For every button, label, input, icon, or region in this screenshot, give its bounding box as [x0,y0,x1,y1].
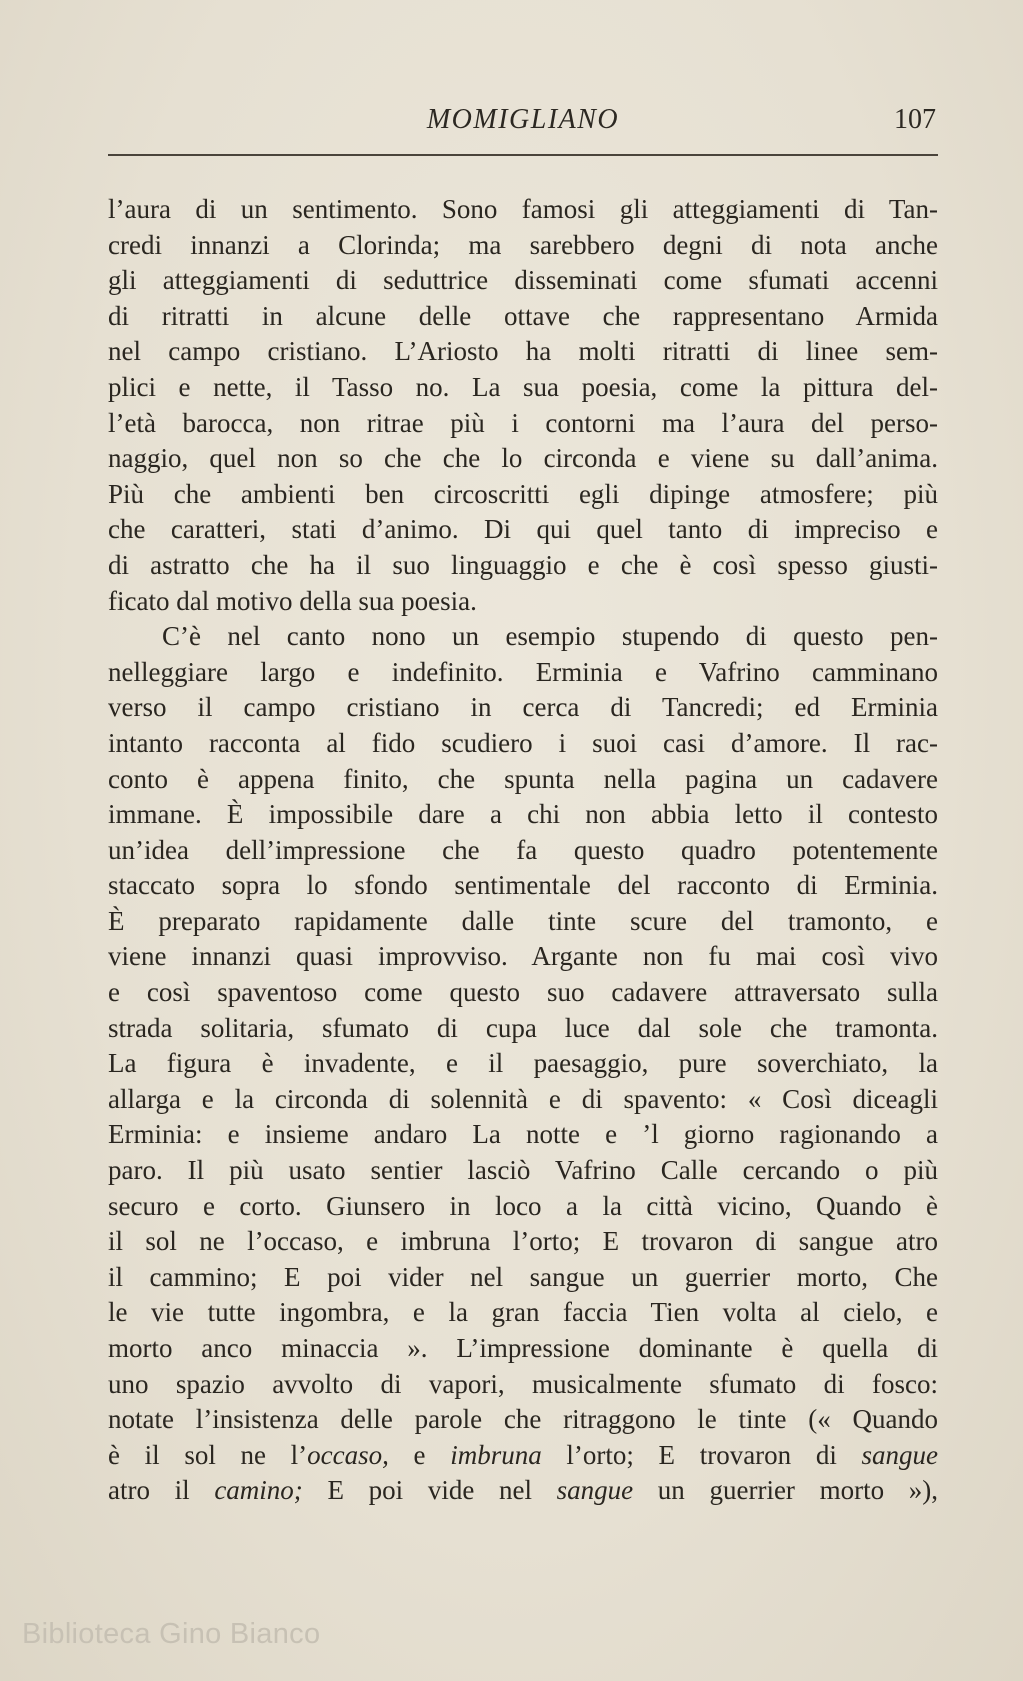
text-line: di astratto che ha il suo linguaggio e che è così spesso giusti- [108,549,938,580]
italic-word: imbruna [450,1439,542,1470]
italic-word: occaso, [307,1439,389,1470]
text-segment: E poi vide nel [302,1475,557,1506]
text-line: viene innanzi quasi improvviso. Argante non fu mai così vivo [108,941,938,972]
text-line: allarga e la circonda di solennità e di spavento: « Così diceagli [108,1083,938,1114]
text-line: intanto racconta al fido scudiero i suoi casi d’amore. Il rac- [108,727,938,758]
text-segment: è il sol ne l’ [108,1439,308,1470]
text-line: l’età barocca, non ritrae più i contorni ma l’aura del perso- [108,407,938,438]
text-segment: e [388,1439,451,1470]
text-segment: un guerrier morto »), [633,1475,938,1506]
text-line: verso il campo cristiano in cerca di Tancredi; ed Erminia [108,692,938,723]
text-segment: l’orto; E trovaron di [541,1439,862,1470]
text-line: un’idea dell’impressione che fa questo quadro potentemente [108,834,938,865]
running-head: MOMIGLIANO [426,104,620,135]
text-line: naggio, quel non so che che lo circonda e viene su dall’anima. [108,443,938,474]
text-line: C’è nel canto nono un esempio stupendo di questo pen- [162,621,938,652]
text-line: Erminia: e insieme andaro La notte e ’l giorno ragionando a [108,1119,938,1150]
text-line: e così spaventoso come questo suo cadavere attraversato sulla [108,977,938,1008]
header-rule [108,154,938,156]
text-line: plici e nette, il Tasso no. La sua poesia, come la pittura del- [108,371,938,402]
text-line: credi innanzi a Clorinda; ma sarebbero degni di nota anche [108,229,938,260]
text-line: le vie tutte ingombra, e la gran faccia Tien volta al cielo, e [108,1297,938,1328]
page-number: 107 [894,104,936,135]
text-line: l’aura di un sentimento. Sono famosi gli atteggiamenti di Tan- [108,194,938,224]
text-line: nelleggiare largo e indefinito. Erminia e Vafrino camminano [108,656,938,687]
text-line: di ritratti in alcune delle ottave che rappresentano Armida [108,300,938,331]
text-line: il cammino; E poi vider nel sangue un guerrier morto, Che [108,1261,938,1292]
text-line: La figura è invadente, e il paesaggio, pure soverchiato, la [108,1048,938,1079]
text-line: uno spazio avvolto di vapori, musicalmente sfumato di fosco: [108,1368,938,1399]
text-line: immane. È impossibile dare a chi non abbia letto il contesto [108,799,938,830]
italic-word: sangue [861,1439,938,1470]
text-segment: atro il [108,1475,215,1506]
page-header [108,104,938,148]
text-line: che caratteri, stati d’animo. Di qui quel tanto di impreciso e [108,514,938,545]
body-text [108,192,938,1509]
italic-word: sangue [556,1475,634,1506]
text-line: ficato dal motivo della sua poesia. [108,585,477,616]
text-line: Più che ambienti ben circoscritti egli dipinge atmosfere; più [108,478,938,509]
text-line: morto anco minaccia ». L’impressione dominante è quella di [108,1333,938,1363]
text-line: il sol ne l’occaso, e imbruna l’orto; E trovaron di sangue atro [108,1226,938,1257]
text-line: È preparato rapidamente dalle tinte scure del tramonto, e [108,905,938,936]
text-line-italic-mix [108,1438,938,1474]
text-line: gli atteggiamenti di seduttrice disseminati come sfumati accenni [108,265,938,296]
library-watermark: Biblioteca Gino Bianco [22,1618,321,1650]
text-line: notate l’insistenza delle parole che ritraggono le tinte (« Quando [108,1404,938,1435]
text-line: strada solitaria, sfumato di cupa luce dal sole che tramonta. [108,1012,938,1043]
text-line: conto è appena finito, che spunta nella pagina un cadavere [108,763,938,794]
text-line: paro. Il più usato sentier lasciò Vafrino Calle cercando o più [108,1155,938,1186]
text-line: securo e corto. Giunsero in loco a la città vicino, Quando è [108,1190,938,1221]
text-line: nel campo cristiano. L’Ariosto ha molti ritratti di linee sem- [108,336,938,367]
italic-word: camino; [214,1475,303,1506]
text-line: staccato sopra lo sfondo sentimentale del racconto di Erminia. [108,870,938,901]
text-line-italic-mix [108,1473,938,1509]
